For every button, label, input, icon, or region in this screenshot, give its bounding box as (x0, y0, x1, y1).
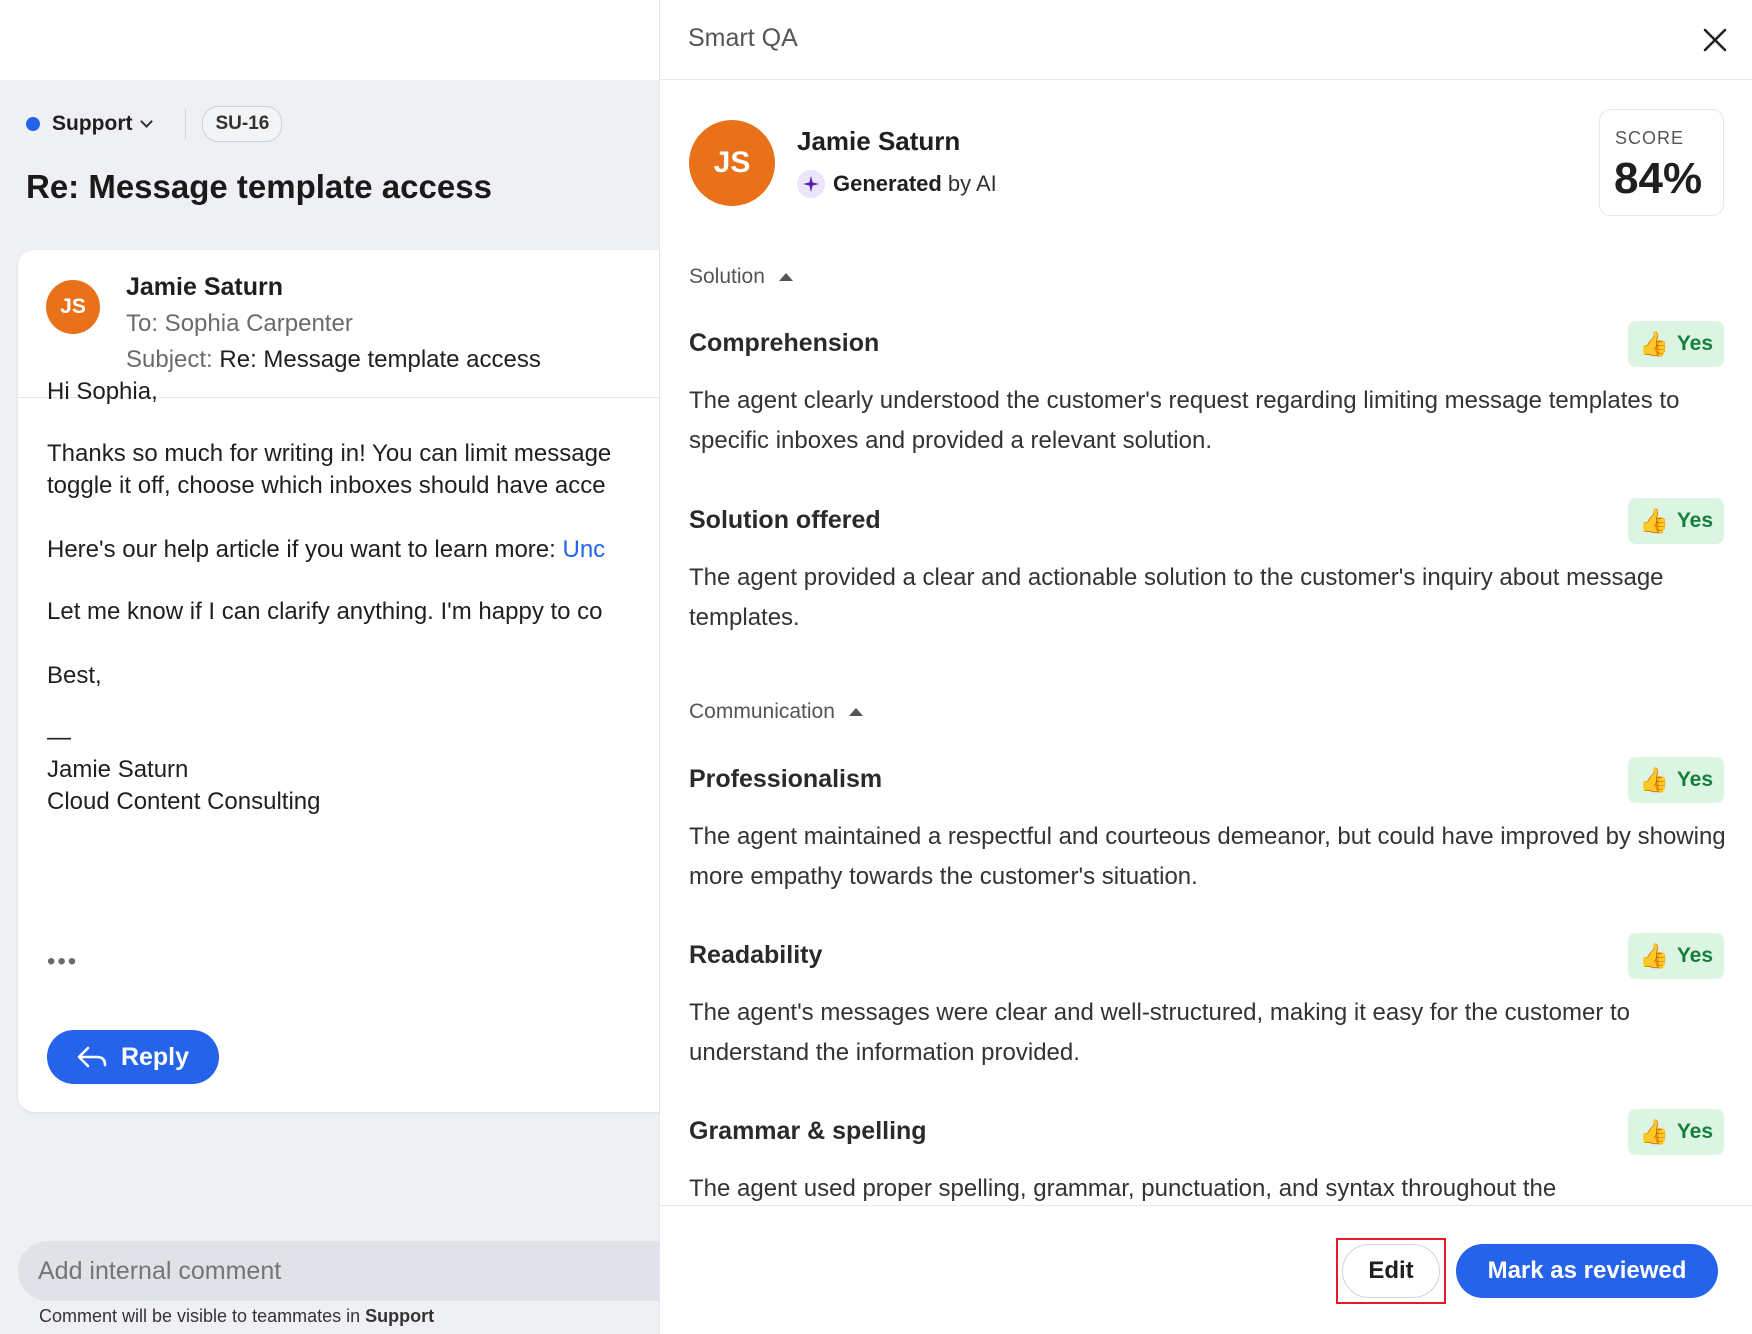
criterion-description: The agent clearly understood the customer's request regarding limiting message templates to specific inboxes and provided a relevant solution. (689, 387, 1680, 454)
sparkle-icon (797, 170, 825, 198)
panel-body (660, 81, 1752, 1205)
message-subject: Re: Message template access (219, 346, 541, 373)
score-value: 84% (1614, 154, 1703, 203)
message-closing: Best, (47, 662, 102, 689)
chevron-down-icon (141, 115, 154, 128)
section-toggle-solution[interactable] (689, 265, 793, 289)
message-recipient: To: Sophia Carpenter (126, 310, 353, 337)
criterion-result-badge[interactable] (1628, 933, 1724, 979)
inbox-status-dot (26, 117, 40, 131)
ticket-id-badge[interactable]: SU-16 (202, 106, 282, 142)
message-card (18, 250, 659, 1112)
criterion-title: Grammar & spelling (689, 1117, 927, 1145)
agent-avatar: JS (689, 120, 775, 206)
thumbs-up-icon: 👍 (1638, 507, 1669, 535)
result-label: Yes (1676, 944, 1714, 967)
message-body-line: toggle it off, choose which inboxes should have acce (47, 472, 606, 499)
thumbs-up-icon: 👍 (1638, 942, 1669, 970)
criterion-title: Professionalism (689, 765, 883, 793)
internal-comment-input[interactable] (38, 1257, 638, 1286)
thumbs-up-icon: 👍 (1638, 1118, 1669, 1146)
message-greeting: Hi Sophia, (47, 378, 158, 405)
criterion-description: The agent maintained a respectful and courteous demeanor, but could have improved by showing more empathy towards the customer's situation. (689, 823, 1726, 890)
generated-by-ai (797, 170, 997, 198)
score-card (1599, 109, 1724, 216)
comment-note-inbox: Support (365, 1306, 435, 1326)
reply-button[interactable] (47, 1030, 219, 1084)
caret-up-icon (779, 273, 793, 281)
panel-title: Smart QA (688, 24, 798, 52)
internal-comment-box[interactable] (18, 1241, 659, 1301)
criterion-result-badge[interactable] (1628, 757, 1724, 803)
close-icon (1695, 20, 1735, 60)
criterion-description: The agent's messages were clear and well-structured, making it easy for the customer to understand the information provided. (689, 999, 1631, 1066)
reply-icon (77, 1046, 107, 1068)
criterion-description: The agent used proper spelling, grammar, punctuation, and syntax throughout the (689, 1175, 1557, 1202)
conversation-title: Re: Message template access (26, 168, 492, 205)
conversation-topbar (0, 0, 659, 80)
inbox-name: Support (52, 112, 133, 135)
generated-source: by AI (947, 171, 997, 196)
score-label: SCORE (1615, 128, 1685, 148)
message-body-line: Let me know if I can clarify anything. I'm happy to co (47, 598, 603, 625)
section-title: Communication (689, 700, 835, 723)
conversation-pane (0, 0, 659, 1334)
show-more-button[interactable]: ••• (47, 948, 79, 975)
section-title: Solution (689, 265, 765, 288)
message-body-line (47, 536, 605, 564)
signature-company: Cloud Content Consulting (47, 788, 321, 815)
criterion-description: The agent provided a clear and actionable solution to the customer's inquiry about message templates. (689, 564, 1664, 631)
signature-name: Jamie Saturn (47, 756, 189, 783)
edit-button[interactable]: Edit (1342, 1244, 1440, 1298)
criterion-title: Solution offered (689, 506, 881, 534)
generated-label: Generated (833, 171, 942, 196)
comment-visibility-note (39, 1306, 434, 1327)
signature-dash: — (47, 724, 71, 751)
message-body-text: Here's our help article if you want to learn more: (47, 536, 563, 563)
criterion-title: Comprehension (689, 329, 880, 357)
criterion-result-badge[interactable] (1628, 498, 1724, 544)
result-label: Yes (1676, 768, 1714, 791)
thumbs-up-icon: 👍 (1638, 330, 1669, 358)
result-label: Yes (1676, 509, 1714, 532)
close-button[interactable] (1695, 20, 1735, 60)
criterion-result-badge[interactable] (1628, 1109, 1724, 1155)
reply-label: Reply (120, 1042, 190, 1071)
inbox-selector[interactable] (52, 112, 151, 136)
agent-name: Jamie Saturn (797, 126, 961, 156)
caret-up-icon (849, 708, 863, 716)
criterion-title: Readability (689, 941, 823, 969)
criterion-result-badge[interactable] (1628, 321, 1724, 367)
message-body-line: Thanks so much for writing in! You can limit message (47, 440, 612, 467)
section-toggle-communication[interactable] (689, 700, 863, 724)
subject-label: Subject: (126, 346, 213, 373)
message-subject-row (126, 346, 541, 374)
message-sender: Jamie Saturn (126, 273, 284, 301)
conversation-meta (26, 106, 282, 142)
panel-header (660, 0, 1752, 80)
thumbs-up-icon: 👍 (1638, 766, 1669, 794)
smart-qa-panel (659, 0, 1752, 1334)
result-label: Yes (1676, 1120, 1714, 1143)
panel-footer (660, 1205, 1752, 1334)
help-article-link[interactable]: Unc (562, 536, 606, 563)
result-label: Yes (1676, 332, 1714, 355)
divider (185, 109, 186, 139)
mark-as-reviewed-button[interactable]: Mark as reviewed (1456, 1244, 1718, 1298)
comment-note-text: Comment will be visible to teammates in (39, 1306, 366, 1326)
sender-avatar: JS (46, 280, 100, 334)
